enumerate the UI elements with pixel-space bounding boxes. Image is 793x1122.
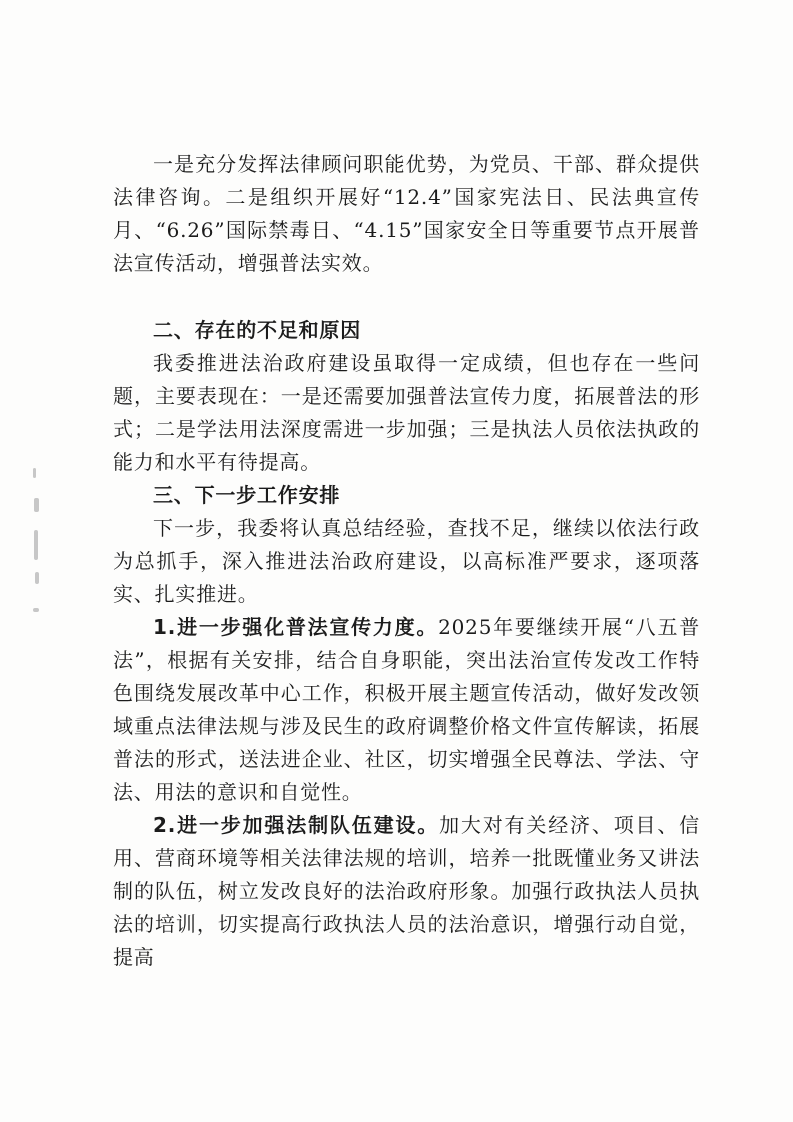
section-heading-shortcomings: 二、存在的不足和原因 <box>153 318 361 342</box>
paragraph-next-steps: 下一步，我委将认真总结经验，查找不足，继续以依法行政为总抓手，深入推进法治政府建设，以高标准严要求，逐项落实、扎实推进。 <box>113 516 700 606</box>
document-body <box>113 148 700 974</box>
scan-artifact <box>34 530 38 560</box>
scan-artifact <box>33 468 36 478</box>
list-item-body: 2025年要继续开展“八五普法”，根据有关安排，结合自身职能，突出法治宣传发改工作特色围绕发展改革中心工作，积极开展主题宣传活动，做好发改领域重点法律法规与涉及民生的政府调整价格文件宣传解读，拓展普法的形式，送法进企业、社区，切实增强全民尊法、学法、守法、用法的意识和自觉性。 <box>113 615 700 804</box>
spacer <box>113 280 700 314</box>
scan-artifact <box>35 572 39 584</box>
scan-artifact <box>34 498 39 512</box>
list-item-lead: 1.进一步强化普法宣传力度。 <box>153 615 439 639</box>
section-heading-next-steps: 三、下一步工作安排 <box>153 483 341 507</box>
list-item-lead: 2.进一步加强法制队伍建设。 <box>153 813 440 837</box>
list-item-publicity <box>113 611 700 809</box>
paragraph-legal-advice: 一是充分发挥法律顾问职能优势，为党员、干部、群众提供法律咨询。二是组织开展好“12.4”国家宪法日、民法典宣传月、“6.26”国际禁毒日、“4.15”国家安全日等重要节点开展普法宣传活动，增强普法实效。 <box>113 152 700 275</box>
paragraph-shortcomings: 我委推进法治政府建设虽取得一定成绩，但也存在一些问题，主要表现在：一是还需要加强普法宣传力度，拓展普法的形式；二是学法用法深度需进一步加强；三是执法人员依法执政的能力和水平有待提高。 <box>113 351 700 474</box>
scan-artifact <box>33 608 39 612</box>
list-item-team-building <box>113 809 700 974</box>
list-item-body: 加大对有关经济、项目、信用、营商环境等相关法律法规的培训，培养一批既懂业务又讲法制的队伍，树立发改良好的法治政府形象。加强行政执法人员执法的培训，切实提高行政执法人员的法治意识，增强行动自觉，提高 <box>113 813 700 969</box>
